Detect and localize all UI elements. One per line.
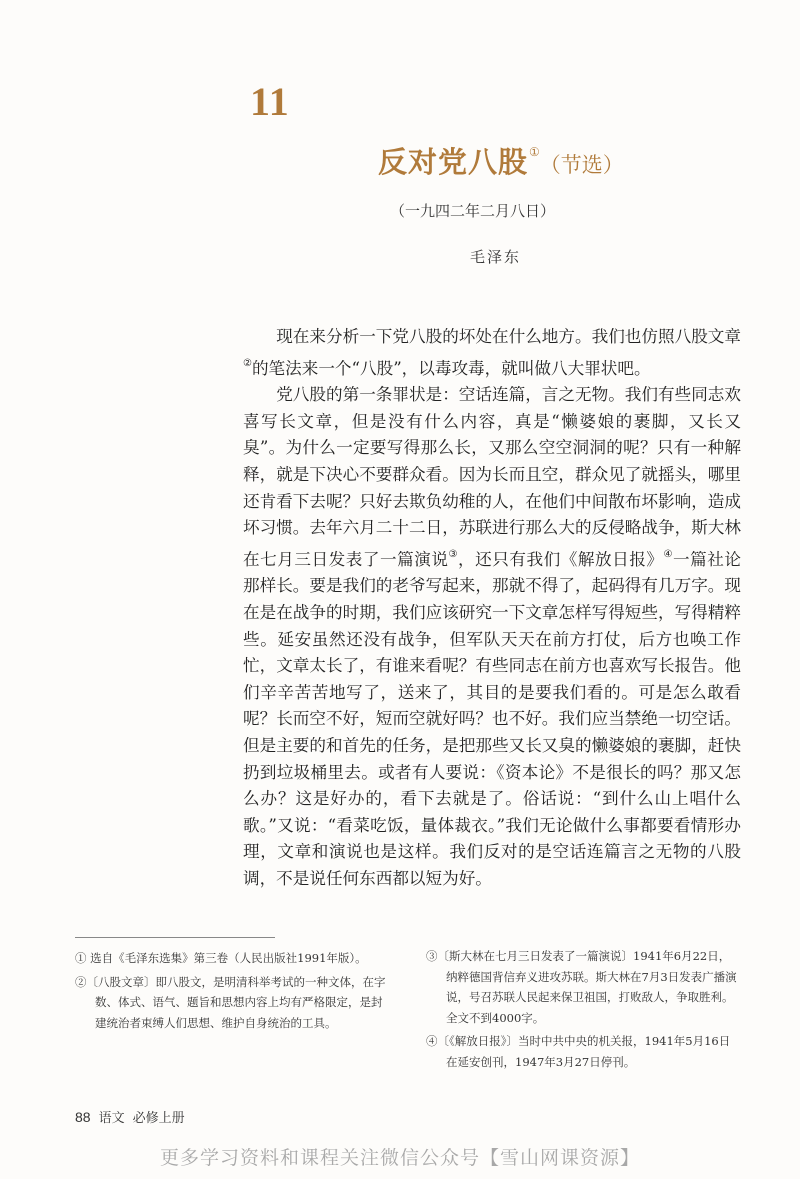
lesson-number: 11 <box>250 79 290 124</box>
paragraph-1-text-b: 的笔法来一个“八股”，以毒攻毒，就叫做八大罪状吧。 <box>251 358 651 378</box>
footnote-ref-3: ③ <box>448 548 459 560</box>
page-footer <box>75 1107 185 1126</box>
footnote-2: ②〔八股文章〕即八股文，是明清科举考试的一种文体，在字数、体式、语气、题旨和思想内容上均有严格限定，是封建统治者束缚人们思想、维护自身统治的工具。 <box>75 974 386 1030</box>
footnote-ref-4: ④ <box>663 548 674 560</box>
paragraph-1 <box>243 324 741 382</box>
paragraph-2 <box>243 382 741 892</box>
footnote-divider <box>75 937 275 938</box>
book-subject: 语文 <box>98 1111 125 1126</box>
paragraph-2-text-a: 党八股的第一条罪状是：空话连篇，言之无物。我们有些同志欢喜写长文章，但是没有什么内容，真是“懒婆娘的裹脚，又长又臭”。为什么一定要写得那么长，又那么空空洞洞的呢？只有一种解释，就是下决心不要群众看。因为长而且空，群众见了就摇头，哪里还肯看下去呢？只好去欺负幼稚的人，在他们中间散布坏影响，造成坏习惯。去年六月二十二日，苏联进行那么大的反侵略战争，斯大林在七月三日发表了一篇演说 <box>243 385 741 569</box>
title-footnote-mark: ① <box>529 145 540 159</box>
footnote-1: ① 选自《毛泽东选集》第三卷（人民出版社1991年版）。 <box>75 951 367 965</box>
page-number: 88 <box>75 1109 91 1125</box>
title-text: 反对党八股 <box>378 145 529 179</box>
lesson-author: 毛泽东 <box>470 248 522 266</box>
paragraph-1-text-a: 现在来分析一下党八股的坏处在什么地方。我们也仿照八股文章 <box>276 327 741 346</box>
main-text <box>243 324 741 892</box>
lesson-date: （一九四二年二月八日） <box>390 202 556 220</box>
footnotes-right-column <box>426 946 738 1075</box>
footnote-3: ③〔斯大林在七月三日发表了一篇演说〕1941年6月22日，纳粹德国背信弃义进攻苏联。斯大林在7月3日发表广播演说，号召苏联人民起来保卫祖国，打败敌人，争取胜利。全文不到4000字。 <box>426 949 737 1025</box>
footnotes-left-column <box>75 948 387 1036</box>
footnote-4: ④〔《解放日报》〕当时中共中央的机关报，1941年5月16日在延安创刊，1947年3月27日停刊。 <box>426 1034 731 1069</box>
book-volume: 必修上册 <box>132 1111 185 1126</box>
paragraph-2-text-b: ，还只有我们《解放日报》 <box>458 549 664 569</box>
lesson-title <box>378 140 624 181</box>
title-subtitle: （节选） <box>539 153 624 177</box>
footnote-ref-2: ② <box>243 357 252 369</box>
watermark-text: 更多学习资料和课程关注微信公众号【雪山网课资源】 <box>159 1147 640 1169</box>
paragraph-2-text-c: 一篇社论那样长。要是我们的老爷写起来，那就不得了，起码得有几万字。现在是在战争的时期，我们应该研究一下文章怎样写得短些，写得精粹些。延安虽然还没有战争，但军队天天在前方打仗，后方也唤工作忙，文章太长了，有谁来看呢？有些同志在前方也喜欢写长报告。他们辛辛苦苦地写了，送来了，其目的是要我们看的。可是怎么敢看呢？长而空不好，短而空就好吗？也不好。我们应当禁绝一切空话。但是主要的和首先的任务，是把那些又长又臭的懒婆娘的裹脚，赶快扔到垃圾桶里去。或者有人要说：《资本论》不是很长的吗？那又怎么办？这是好办的，看下去就是了。俗话说：“到什么山上唱什么歌。”又说：“看菜吃饭，量体裁衣。”我们无论做什么事都要看情形办理，文章和演说也是这样。我们反对的是空话连篇言之无物的八股调，不是说任何东西都以短为好。 <box>243 549 742 888</box>
